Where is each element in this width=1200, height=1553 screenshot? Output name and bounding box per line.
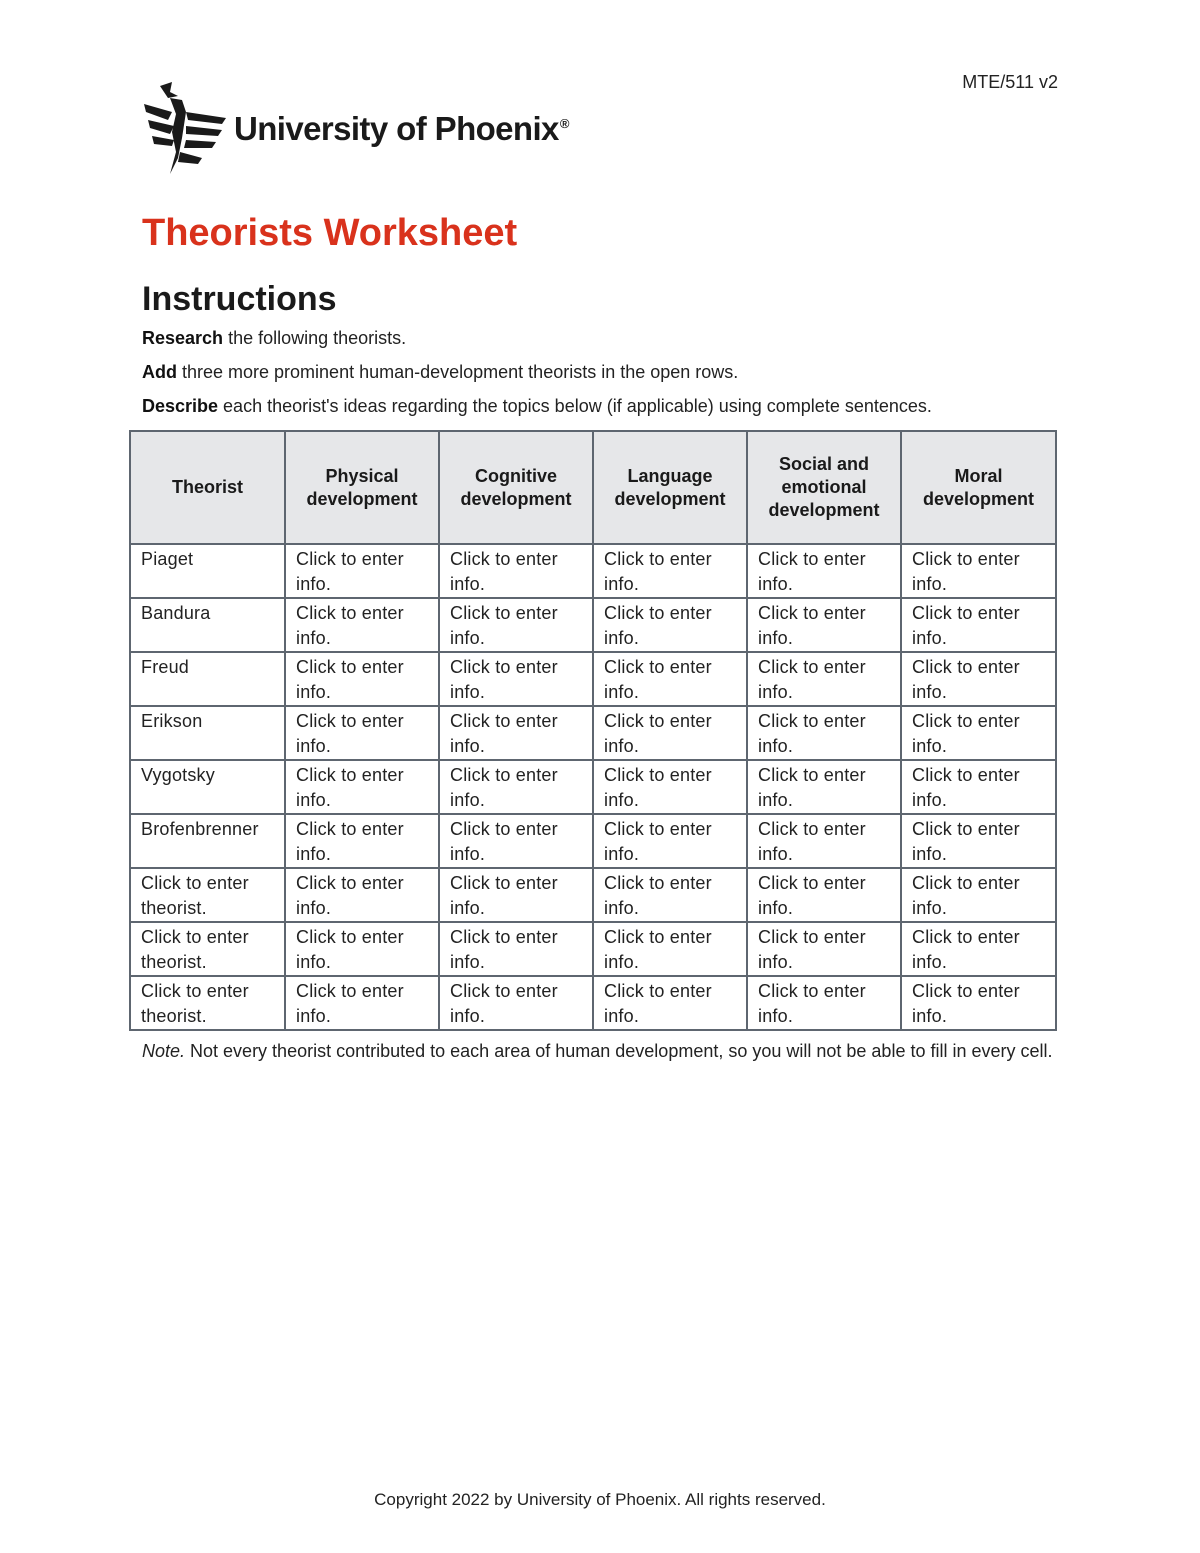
info-cell[interactable]: Click to enter info. bbox=[747, 544, 901, 598]
info-cell[interactable]: Click to enter info. bbox=[747, 976, 901, 1030]
info-cell[interactable]: Click to enter info. bbox=[901, 760, 1056, 814]
info-cell[interactable]: Click to enter info. bbox=[593, 598, 747, 652]
theorist-cell[interactable]: Piaget bbox=[130, 544, 285, 598]
info-cell[interactable]: Click to enter info. bbox=[901, 976, 1056, 1030]
theorist-cell[interactable]: Erikson bbox=[130, 706, 285, 760]
header-physical-development: Physical development bbox=[285, 431, 439, 544]
info-cell[interactable]: Click to enter info. bbox=[439, 922, 593, 976]
info-cell[interactable]: Click to enter info. bbox=[593, 976, 747, 1030]
header-social-emotional-development: Social and emotional development bbox=[747, 431, 901, 544]
instruction-add: Add three more prominent human-development theorists in the open rows. bbox=[142, 362, 739, 382]
info-cell[interactable]: Click to enter info. bbox=[593, 814, 747, 868]
instructions-heading: Instructions bbox=[142, 280, 337, 318]
course-code: MTE/511 v2 bbox=[962, 72, 1058, 92]
header-language-development: Language development bbox=[593, 431, 747, 544]
info-cell[interactable]: Click to enter info. bbox=[901, 652, 1056, 706]
table-row bbox=[130, 922, 1056, 976]
note: Note. Not every theorist contributed to each area of human development, so you will not be able to fill in every cell. bbox=[142, 1041, 1053, 1061]
info-cell[interactable]: Click to enter info. bbox=[285, 598, 439, 652]
info-cell[interactable]: Click to enter info. bbox=[285, 976, 439, 1030]
copyright: Copyright 2022 by University of Phoenix. All rights reserved. bbox=[374, 1490, 826, 1509]
info-cell[interactable]: Click to enter info. bbox=[285, 706, 439, 760]
table-row bbox=[130, 544, 1056, 598]
info-cell[interactable]: Click to enter info. bbox=[439, 544, 593, 598]
theorist-cell[interactable]: Click to enter theorist. bbox=[130, 868, 285, 922]
info-cell[interactable]: Click to enter info. bbox=[747, 652, 901, 706]
header-moral-development: Moral development bbox=[901, 431, 1056, 544]
table-row bbox=[130, 760, 1056, 814]
table-row bbox=[130, 598, 1056, 652]
logo-wordmark: University of Phoenix® bbox=[234, 110, 569, 147]
table-row bbox=[130, 976, 1056, 1030]
table-row bbox=[130, 814, 1056, 868]
theorist-cell[interactable]: Bandura bbox=[130, 598, 285, 652]
info-cell[interactable]: Click to enter info. bbox=[593, 706, 747, 760]
info-cell[interactable]: Click to enter info. bbox=[901, 814, 1056, 868]
info-cell[interactable]: Click to enter info. bbox=[285, 544, 439, 598]
theorist-cell[interactable]: Click to enter theorist. bbox=[130, 976, 285, 1030]
instruction-describe: Describe each theorist's ideas regarding the topics below (if applicable) using complete sentences. bbox=[142, 396, 932, 416]
info-cell[interactable]: Click to enter info. bbox=[747, 760, 901, 814]
phoenix-bird-icon bbox=[142, 82, 232, 178]
info-cell[interactable]: Click to enter info. bbox=[901, 922, 1056, 976]
info-cell[interactable]: Click to enter info. bbox=[593, 868, 747, 922]
info-cell[interactable]: Click to enter info. bbox=[747, 706, 901, 760]
table-row bbox=[130, 652, 1056, 706]
info-cell[interactable]: Click to enter info. bbox=[439, 760, 593, 814]
info-cell[interactable]: Click to enter info. bbox=[747, 922, 901, 976]
info-cell[interactable]: Click to enter info. bbox=[901, 706, 1056, 760]
table-row bbox=[130, 868, 1056, 922]
header-theorist: Theorist bbox=[130, 431, 285, 544]
info-cell[interactable]: Click to enter info. bbox=[747, 814, 901, 868]
info-cell[interactable]: Click to enter info. bbox=[439, 652, 593, 706]
table-row bbox=[130, 706, 1056, 760]
info-cell[interactable]: Click to enter info. bbox=[593, 544, 747, 598]
info-cell[interactable]: Click to enter info. bbox=[593, 760, 747, 814]
table-body bbox=[130, 544, 1056, 1030]
info-cell[interactable]: Click to enter info. bbox=[285, 760, 439, 814]
info-cell[interactable]: Click to enter info. bbox=[285, 868, 439, 922]
info-cell[interactable]: Click to enter info. bbox=[747, 598, 901, 652]
instruction-research: Research the following theorists. bbox=[142, 328, 407, 348]
university-logo bbox=[142, 82, 569, 178]
info-cell[interactable]: Click to enter info. bbox=[747, 868, 901, 922]
info-cell[interactable]: Click to enter info. bbox=[285, 652, 439, 706]
info-cell[interactable]: Click to enter info. bbox=[439, 976, 593, 1030]
info-cell[interactable]: Click to enter info. bbox=[901, 868, 1056, 922]
info-cell[interactable]: Click to enter info. bbox=[439, 706, 593, 760]
theorist-cell[interactable]: Brofenbrenner bbox=[130, 814, 285, 868]
info-cell[interactable]: Click to enter info. bbox=[901, 598, 1056, 652]
info-cell[interactable]: Click to enter info. bbox=[439, 868, 593, 922]
info-cell[interactable]: Click to enter info. bbox=[593, 652, 747, 706]
info-cell[interactable]: Click to enter info. bbox=[593, 922, 747, 976]
info-cell[interactable]: Click to enter info. bbox=[901, 544, 1056, 598]
table-header-row bbox=[130, 431, 1056, 544]
theorist-cell[interactable]: Vygotsky bbox=[130, 760, 285, 814]
page-title: Theorists Worksheet bbox=[142, 212, 518, 254]
info-cell[interactable]: Click to enter info. bbox=[439, 598, 593, 652]
theorist-cell[interactable]: Click to enter theorist. bbox=[130, 922, 285, 976]
theorists-table bbox=[129, 430, 1057, 1031]
info-cell[interactable]: Click to enter info. bbox=[439, 814, 593, 868]
header-cognitive-development: Cognitive development bbox=[439, 431, 593, 544]
info-cell[interactable]: Click to enter info. bbox=[285, 922, 439, 976]
theorist-cell[interactable]: Freud bbox=[130, 652, 285, 706]
info-cell[interactable]: Click to enter info. bbox=[285, 814, 439, 868]
